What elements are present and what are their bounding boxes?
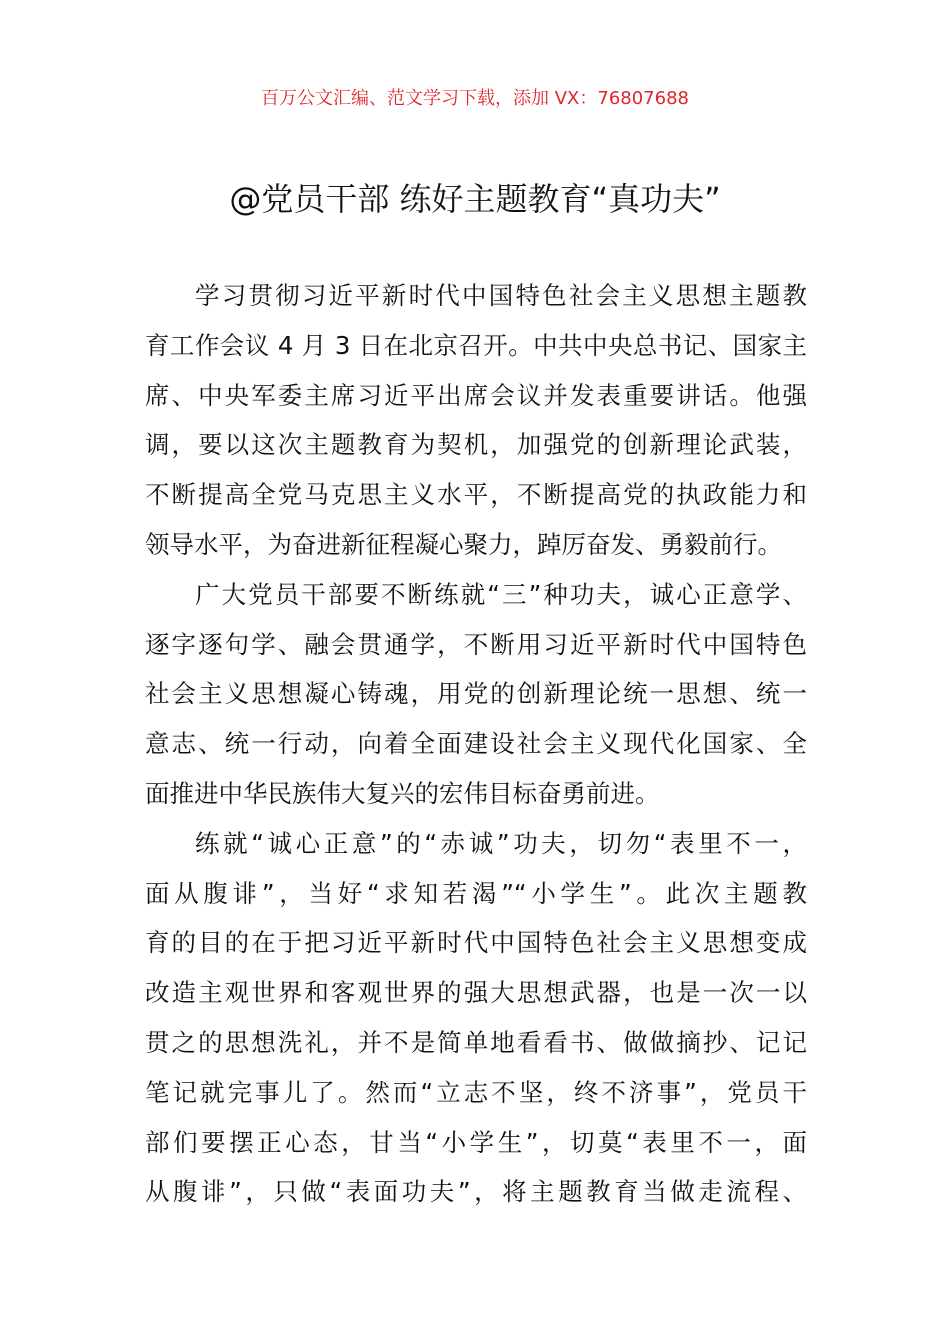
paragraph-line: 社会主义思想凝心铸魂，用党的创新理论统一思想、统一 [145, 679, 807, 709]
paragraph-line: 学习贯彻习近平新时代中国特色社会主义思想主题教 [195, 281, 807, 310]
watermark-header: 百万公文汇编、范文学习下载，添加 VX：76807688 [261, 88, 689, 109]
page-title: @党员干部 练好主题教育“真功夫” [229, 180, 721, 218]
paragraph-line: 席、中央军委主席习近平出席会议并发表重要讲话。他强 [145, 380, 807, 410]
paragraph-line: 调，要以这次主题教育为契机，加强党的创新理论武装， [145, 430, 807, 460]
paragraph-line: 面从腹诽”，当好“求知若渴”“小学生”。此次主题教 [145, 878, 807, 908]
paragraph-line: 不断提高全党马克思主义水平，不断提高党的执政能力和 [145, 480, 807, 510]
paragraph-line: 练就“诚心正意”的“赤诚”功夫，切勿“表里不一， [195, 828, 807, 858]
paragraph-line: 部们要摆正心态，甘当“小学生”，切莫“表里不一，面 [145, 1127, 807, 1157]
paragraph-line: 逐字逐句学、融会贯通学，不断用习近平新时代中国特色 [145, 629, 807, 659]
paragraph-line: 育工作会议 4 月 3 日在北京召开。中共中央总书记、国家主 [145, 330, 807, 360]
paragraph-line: 笔记就完事儿了。然而“立志不坚，终不济事”，党员干 [145, 1077, 807, 1107]
paragraph-line: 领导水平，为奋进新征程凝心聚力，踔厉奋发、勇毅前行。 [145, 529, 782, 559]
paragraph-line: 育的目的在于把习近平新时代中国特色社会主义思想变成 [145, 928, 807, 958]
paragraph-line: 从腹诽”，只做“表面功夫”，将主题教育当做走流程、 [145, 1177, 807, 1207]
paragraph-line: 面推进中华民族伟大复兴的宏伟目标奋勇前进。 [145, 778, 660, 808]
paragraph-line: 改造主观世界和客观世界的强大思想武器，也是一次一以 [145, 978, 807, 1008]
paragraph-line: 广大党员干部要不断练就“三”种功夫，诚心正意学、 [195, 579, 807, 609]
paragraph-line: 意志、统一行动，向着全面建设社会主义现代化国家、全 [145, 729, 807, 759]
paragraph-line: 贯之的思想洗礼，并不是简单地看看书、做做摘抄、记记 [145, 1027, 807, 1057]
document-body [145, 276, 807, 1222]
